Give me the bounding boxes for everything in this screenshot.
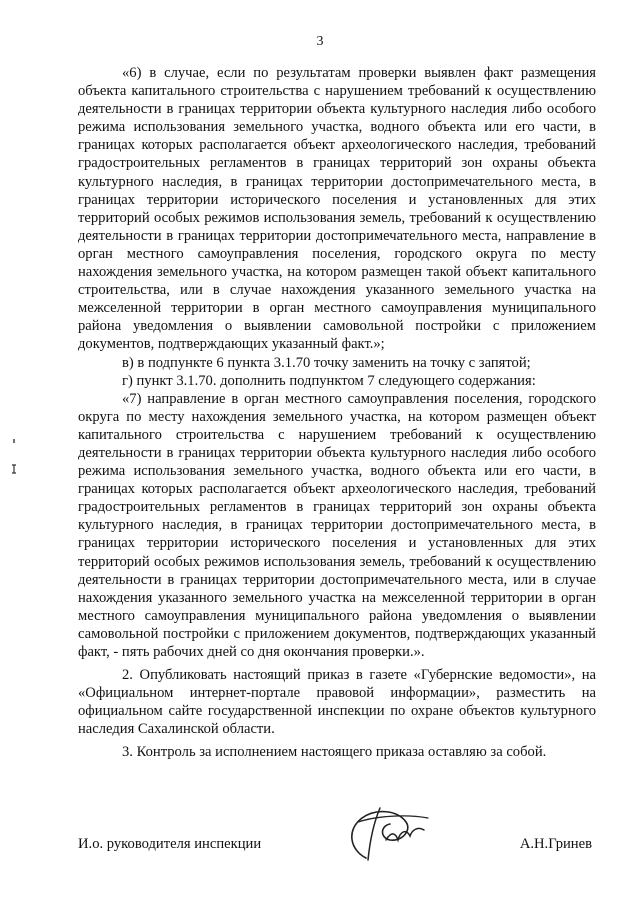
paragraph-item-v: в) в подпункте 6 пункта 3.1.70 точку заменить на точку с запятой; xyxy=(122,354,531,371)
signer-position: И.о. руководителя инспекции xyxy=(78,836,262,852)
paragraph-publication: 2. Опубликовать настоящий приказ в газете «Губернские ведомости», на «Официальном интернет-портале правовой информации», разместить на официальном сайте государственной инспекции по охране объектов культурного наследия Сахалинской области. xyxy=(78,667,596,738)
paragraph-amendment-7: «7) направление в орган местного самоуправления поселения, городского округа по месту нахождения земельного участка, на котором размещен объект капитального строительства с нарушением требований к осуществлению деятельности в границах территории объекта культурного наследия либо особого режима использования земельного участка, водного объекта или его части, в границах которых располагается объект археологического наследия, требований градостроительных регламентов в границах территорий зон охраны объекта культурного наследия, в границах территории достопримечательного места, в границах территории исторического поселения и установленных для этих территорий особых режимов использования земель, требований к осуществлению деятельности в границах территории достопримечательного места, или в случае нахождения указанного земельного участка на межселенной территории в орган местного самоуправления муниципального района уведомления о выявлении самовольной постройки с приложением документов, подтверждающих указанный факт, - пять рабочих дней со дня окончания проверки.». xyxy=(78,390,596,660)
document-body xyxy=(78,64,596,762)
signer-name: А.Н.Гринев xyxy=(519,836,592,852)
paragraph-control: 3. Контроль за исполнением настоящего приказа оставляю за собой. xyxy=(122,744,547,761)
scan-mark xyxy=(10,438,18,452)
paragraph-item-g: г) пункт 3.1.70. дополнить подпунктом 7 следующего содержания: xyxy=(122,372,536,389)
handwritten-signature xyxy=(336,800,432,870)
signature-block xyxy=(78,826,596,886)
scan-mark xyxy=(10,462,18,476)
page-number: 3 xyxy=(316,34,324,49)
paragraph-amendment-6: «6) в случае, если по результатам проверки выявлен факт размещения объекта капитального строительства с нарушением требований к осуществлению деятельности в границах территории объекта культурного наследия либо особого режима использования земельного участка, водного объекта или его части, в границах которых располагается объект археологического наследия, требований градостроительных регламентов в границах территорий зон охраны объекта культурного наследия, в границах территории достопримечательного места, в границах территории исторического поселения и установленных для этих территорий особых режимов использования земель, требований к осуществлению деятельности в границах территории достопримечательного места, направление в орган местного самоуправления поселения, городского округа по месту нахождения земельного участка, на котором размещен такой объект капитального строительства, или в случае нахождения указанного земельного участка на межселенной территории в орган местного самоуправления муниципального района уведомления о выявлении самовольной постройки с приложением документов, подтверждающих указанный факт.»; xyxy=(78,65,596,353)
